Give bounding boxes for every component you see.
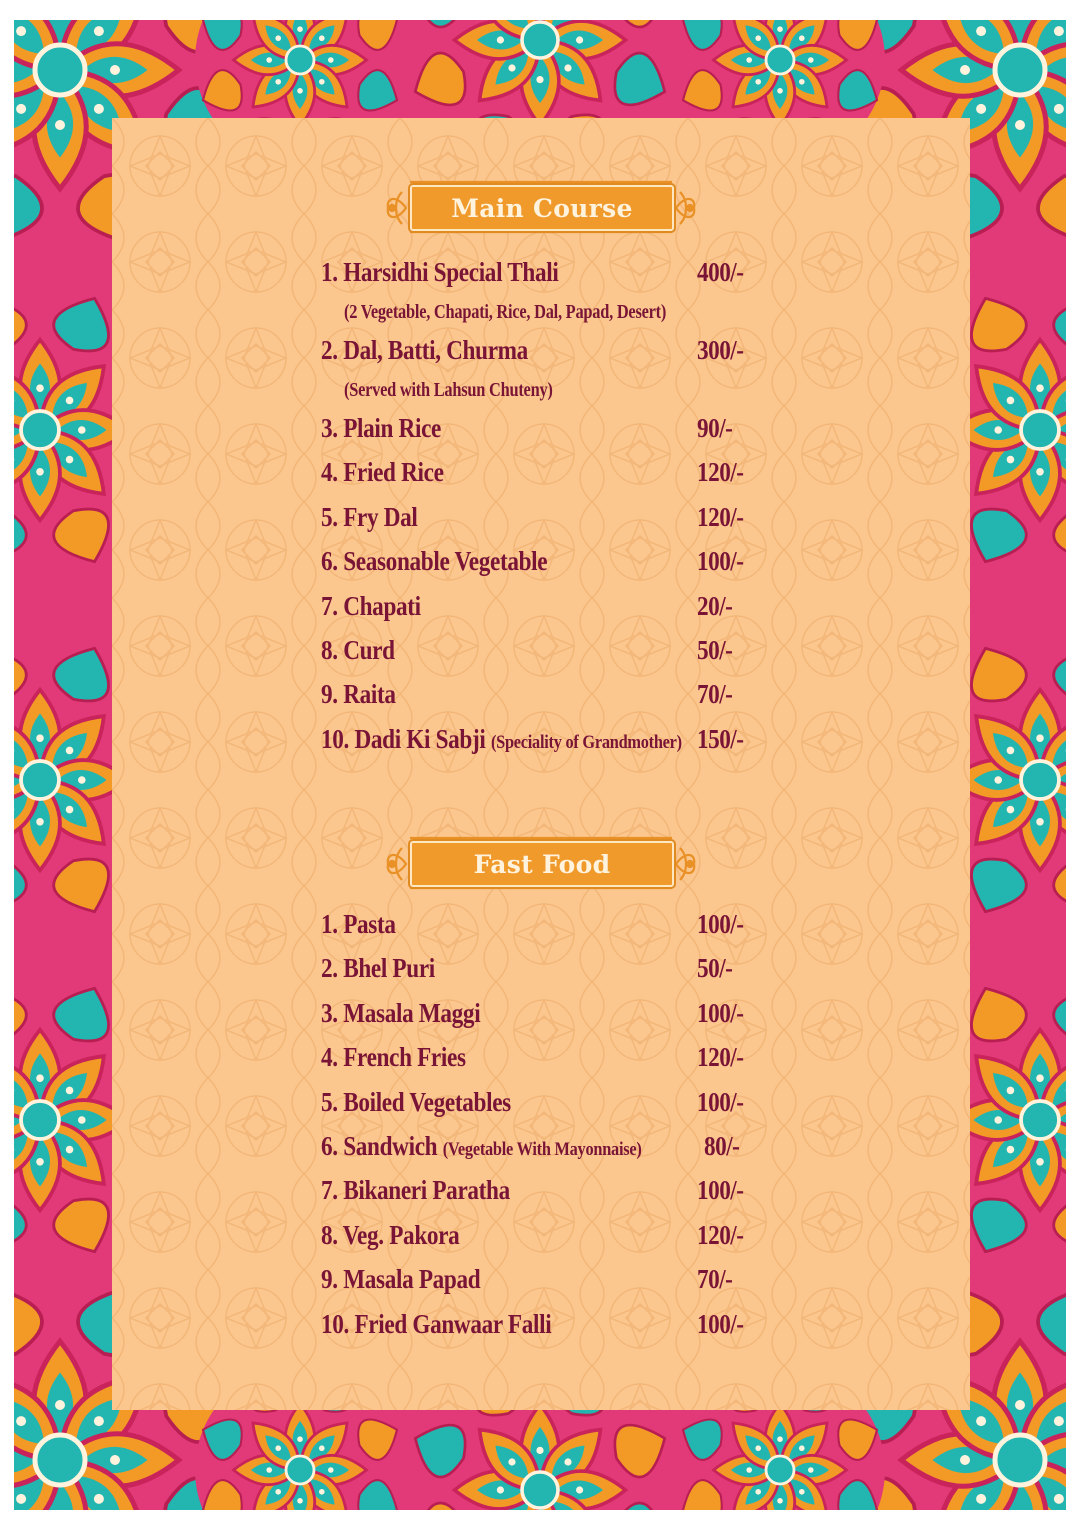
- item-price: 80/-: [704, 1130, 740, 1161]
- item-price: 120/-: [697, 1219, 744, 1250]
- item-name: 1. Harsidhi Special Thali: [321, 257, 559, 287]
- item-price: 150/-: [697, 723, 744, 754]
- list-item: [321, 1215, 781, 1259]
- item-name: 1. Pasta: [321, 909, 396, 939]
- list-item: [321, 541, 781, 585]
- list-item: [321, 408, 781, 452]
- section-title: Fast Food: [410, 841, 674, 887]
- section-title: Main Course: [410, 185, 674, 231]
- item-name: 9. Raita: [321, 679, 396, 710]
- list-item: [321, 252, 781, 330]
- item-price: 100/-: [697, 546, 744, 577]
- list-item: [321, 452, 781, 496]
- list-item: [321, 1170, 781, 1214]
- item-name: 4. Fried Rice: [321, 457, 444, 488]
- list-item: [321, 586, 781, 630]
- item-name: 7. Chapati: [321, 590, 421, 621]
- item-price: 100/-: [697, 1175, 744, 1206]
- item-name: 9. Masala Papad: [321, 1264, 481, 1295]
- item-name: 6. Seasonable Vegetable: [321, 546, 548, 577]
- item-price: 120/-: [697, 501, 744, 532]
- item-note: (Speciality of Grandmother): [490, 731, 682, 753]
- list-item: [321, 330, 781, 408]
- item-price: 50/-: [697, 634, 733, 665]
- fast-food-header: [380, 836, 702, 892]
- list-item: [321, 948, 781, 992]
- item-price: 100/-: [697, 997, 744, 1028]
- item-price: 400/-: [697, 257, 744, 287]
- item-price: 100/-: [697, 909, 744, 939]
- item-price: 70/-: [697, 1264, 733, 1295]
- list-item: [321, 1259, 781, 1303]
- fast-food-list: [321, 904, 781, 1348]
- list-item: [321, 719, 781, 763]
- item-name: 10. Fried Ganwaar Falli: [321, 1308, 552, 1339]
- list-item: [321, 497, 781, 541]
- item-name: 3. Masala Maggi: [321, 997, 481, 1028]
- item-price: 20/-: [697, 590, 733, 621]
- item-name: 5. Boiled Vegetables: [321, 1086, 511, 1117]
- item-description: (Served with Lahsun Chuteny): [344, 379, 553, 401]
- item-name: 8. Veg. Pakora: [321, 1219, 460, 1250]
- item-description: (2 Vegetable, Chapati, Rice, Dal, Papad, Desert): [344, 301, 667, 323]
- item-price: 100/-: [697, 1086, 744, 1117]
- list-item: [321, 1037, 781, 1081]
- item-name: 6. Sandwich (Vegetable With Mayonnaise): [321, 1130, 642, 1161]
- item-note: (Vegetable With Mayonnaise): [442, 1138, 642, 1160]
- item-price: 100/-: [697, 1308, 744, 1339]
- list-item: [321, 630, 781, 674]
- item-name: 5. Fry Dal: [321, 501, 418, 532]
- item-name: 4. French Fries: [321, 1042, 466, 1073]
- main-course-list: [321, 252, 781, 763]
- item-price: 300/-: [697, 335, 744, 365]
- list-item: [321, 904, 781, 948]
- list-item: [321, 674, 781, 718]
- item-price: 90/-: [697, 413, 733, 443]
- list-item: [321, 1304, 781, 1348]
- item-price: 50/-: [697, 953, 733, 984]
- list-item: [321, 1082, 781, 1126]
- main-course-header: [380, 180, 702, 236]
- item-name: 2. Dal, Batti, Churma: [321, 335, 528, 365]
- item-name: 3. Plain Rice: [321, 413, 441, 443]
- item-name: 2. Bhel Puri: [321, 953, 435, 984]
- item-name: 10. Dadi Ki Sabji (Speciality of Grandmother): [321, 723, 682, 754]
- item-price: 120/-: [697, 457, 744, 488]
- item-price: 70/-: [697, 679, 733, 710]
- item-name: 7. Bikaneri Paratha: [321, 1175, 510, 1206]
- list-item: [321, 993, 781, 1037]
- menu-card: [112, 118, 970, 1410]
- item-price: 120/-: [697, 1042, 744, 1073]
- item-name: 8. Curd: [321, 634, 395, 665]
- list-item: [321, 1126, 781, 1170]
